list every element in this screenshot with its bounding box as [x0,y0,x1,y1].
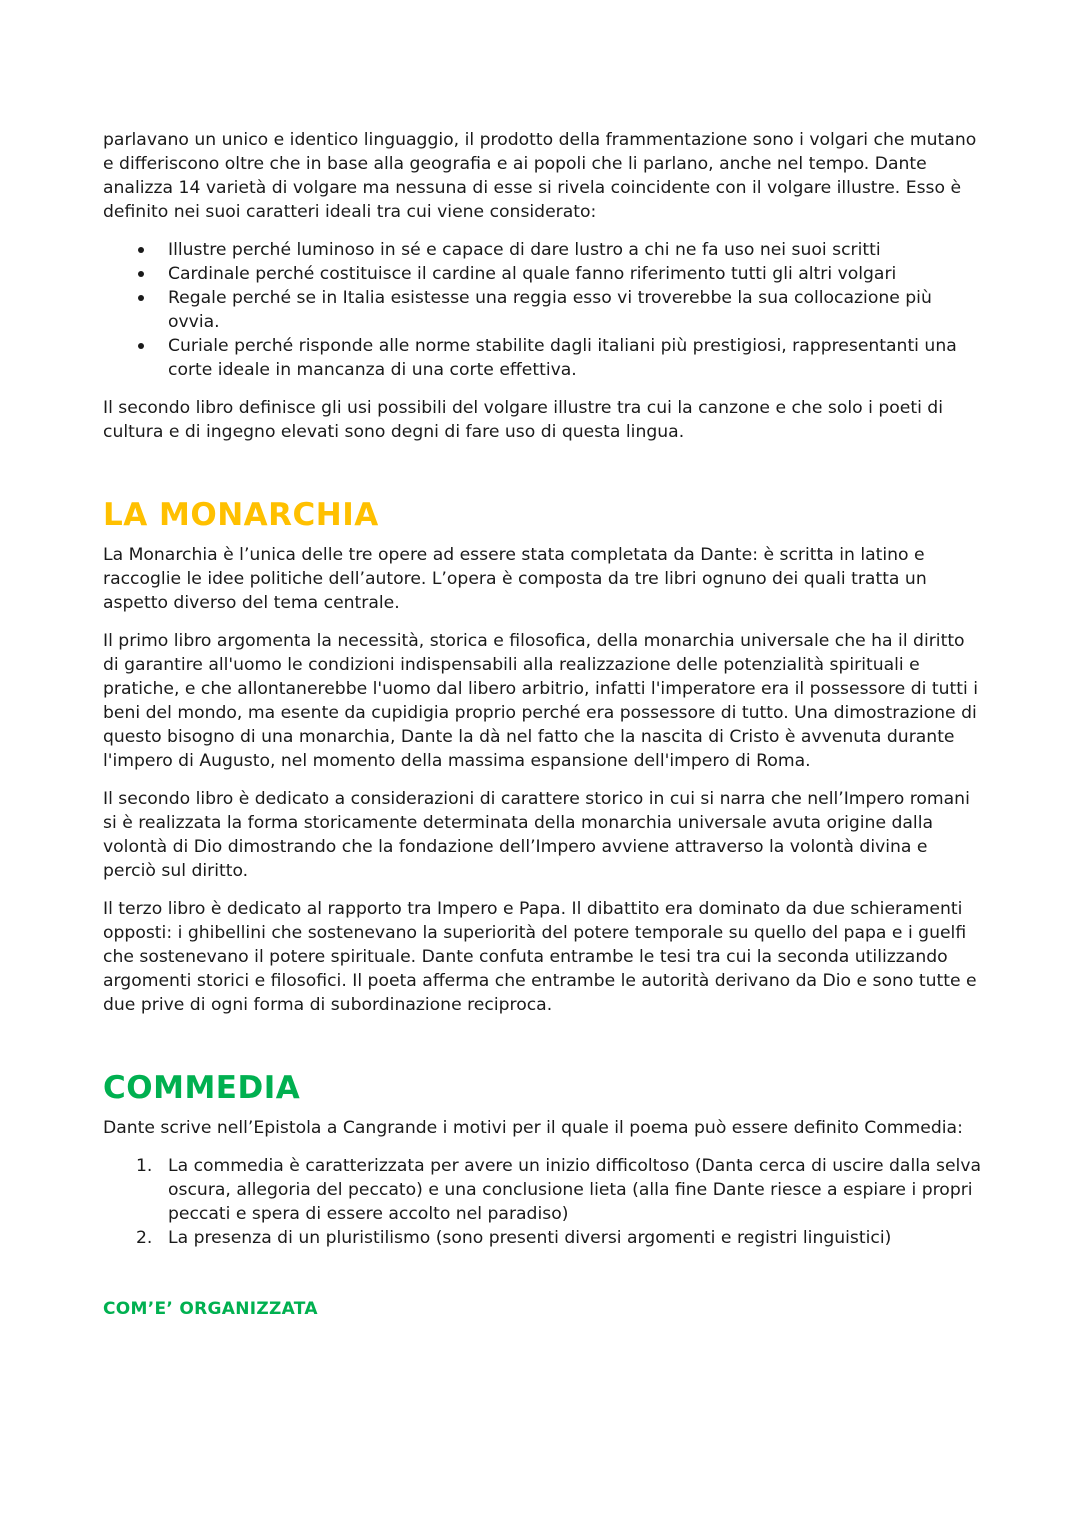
intro-paragraph: parlavano un unico e identico linguaggio, il prodotto della frammentazione sono i volgari che mutano e differiscono oltre che in base alla geografia e ai popoli che li parlano, anche nel tempo. Dante analizza 14 varietà di volgare ma nessuna di esse si rivela coincidente con il volgare illustre. Esso è definito nei suoi caratteri ideali tra cui viene considerato: [103,130,977,222]
list-number: 1. [136,1156,153,1176]
list-item-text: Illustre perché luminoso in sé e capace di dare lustro a chi ne fa uso nei suoi scritti [168,240,881,260]
organization-subheading: COM’E’ ORGANIZZATA [103,1299,318,1319]
bullet-icon [138,295,144,301]
commedia-paragraph: Dante scrive nell’Epistola a Cangrande i motivi per il quale il poema può essere definito Commedia: [103,1118,963,1138]
list-item [103,238,983,262]
monarchia-heading: LA MONARCHIA [103,497,379,533]
monarchia-paragraph: Il secondo libro è dedicato a considerazioni di carattere storico in cui si narra che nell’Impero romani si è realizzata la forma storicamente determinata della monarchia universale avuta origine dalla volontà di Dio dimostrando che la fondazione dell’Impero avviene attraverso la volontà divina e perciò sul diritto. [103,789,970,881]
list-item-text: La commedia è caratterizzata per avere un inizio difficoltoso (Danta cerca di uscire dalla selva oscura, allegoria del peccato) e una conclusione lieta (alla fine Dante riesce a espiare i propri peccati e spera di essere accolto nel paradiso) [168,1156,982,1224]
monarchia-paragraph: Il primo libro argomenta la necessità, storica e filosofica, della monarchia universale che ha il diritto di garantire all'uomo le condizioni indispensabili alla realizzazione delle potenzialità spirituali e pratiche, e che allontanerebbe l'uomo dal libero arbitrio, infatti l'imperatore era il possessore di tutti i beni del mondo, ma esente da cupidigia proprio perché era possessore di tutto. Una dimostrazione di questo bisogno di una monarchia, Dante la dà nel fatto che la nascita di Cristo è avvenuta durante l'impero di Augusto, nel momento della massima espansione dell'impero di Roma. [103,631,978,771]
list-item-text: La presenza di un pluristilismo (sono presenti diversi argomenti e registri linguistici) [168,1228,892,1248]
commedia-heading: COMMEDIA [103,1070,301,1106]
numbered-list [103,1154,983,1250]
list-item [103,1154,983,1226]
bullet-list [103,238,983,382]
bullet-icon [138,343,144,349]
list-item [103,1226,983,1250]
monarchia-paragraph: Il terzo libro è dedicato al rapporto tra Impero e Papa. Il dibattito era dominato da due schieramenti opposti: i ghibellini che sostenevano la superiorità del potere temporale su quello del papa e i guelfi che sostenevano il potere spirituale. Dante confuta entrambe le tesi tra cui la seconda utilizzando argomenti storici e filosofici. Il poeta afferma che entrambe le autorità derivano da Dio e sono tutte e due prive di ogni forma di subordinazione reciproca. [103,899,977,1015]
bullet-icon [138,247,144,253]
document-page [103,128,983,1321]
list-number: 2. [136,1228,153,1248]
list-item-text: Curiale perché risponde alle norme stabilite dagli italiani più prestigiosi, rappresentanti una corte ideale in mancanza di una corte effettiva. [168,336,957,380]
list-item-text: Regale perché se in Italia esistesse una reggia esso vi troverebbe la sua collocazione più ovvia. [168,288,932,332]
intro-second-book-paragraph: Il secondo libro definisce gli usi possibili del volgare illustre tra cui la canzone e che solo i poeti di cultura e di ingegno elevati sono degni di fare uso di questa lingua. [103,398,943,442]
monarchia-paragraph: La Monarchia è l’unica delle tre opere ad essere stata completata da Dante: è scritta in latino e raccoglie le idee politiche dell’autore. L’opera è composta da tre libri ognuno dei quali tratta un aspetto diverso del tema centrale. [103,545,927,613]
list-item-text: Cardinale perché costituisce il cardine al quale fanno riferimento tutti gli altri volgari [168,264,897,284]
list-item [103,286,983,334]
bullet-icon [138,271,144,277]
list-item [103,262,983,286]
list-item [103,334,983,382]
